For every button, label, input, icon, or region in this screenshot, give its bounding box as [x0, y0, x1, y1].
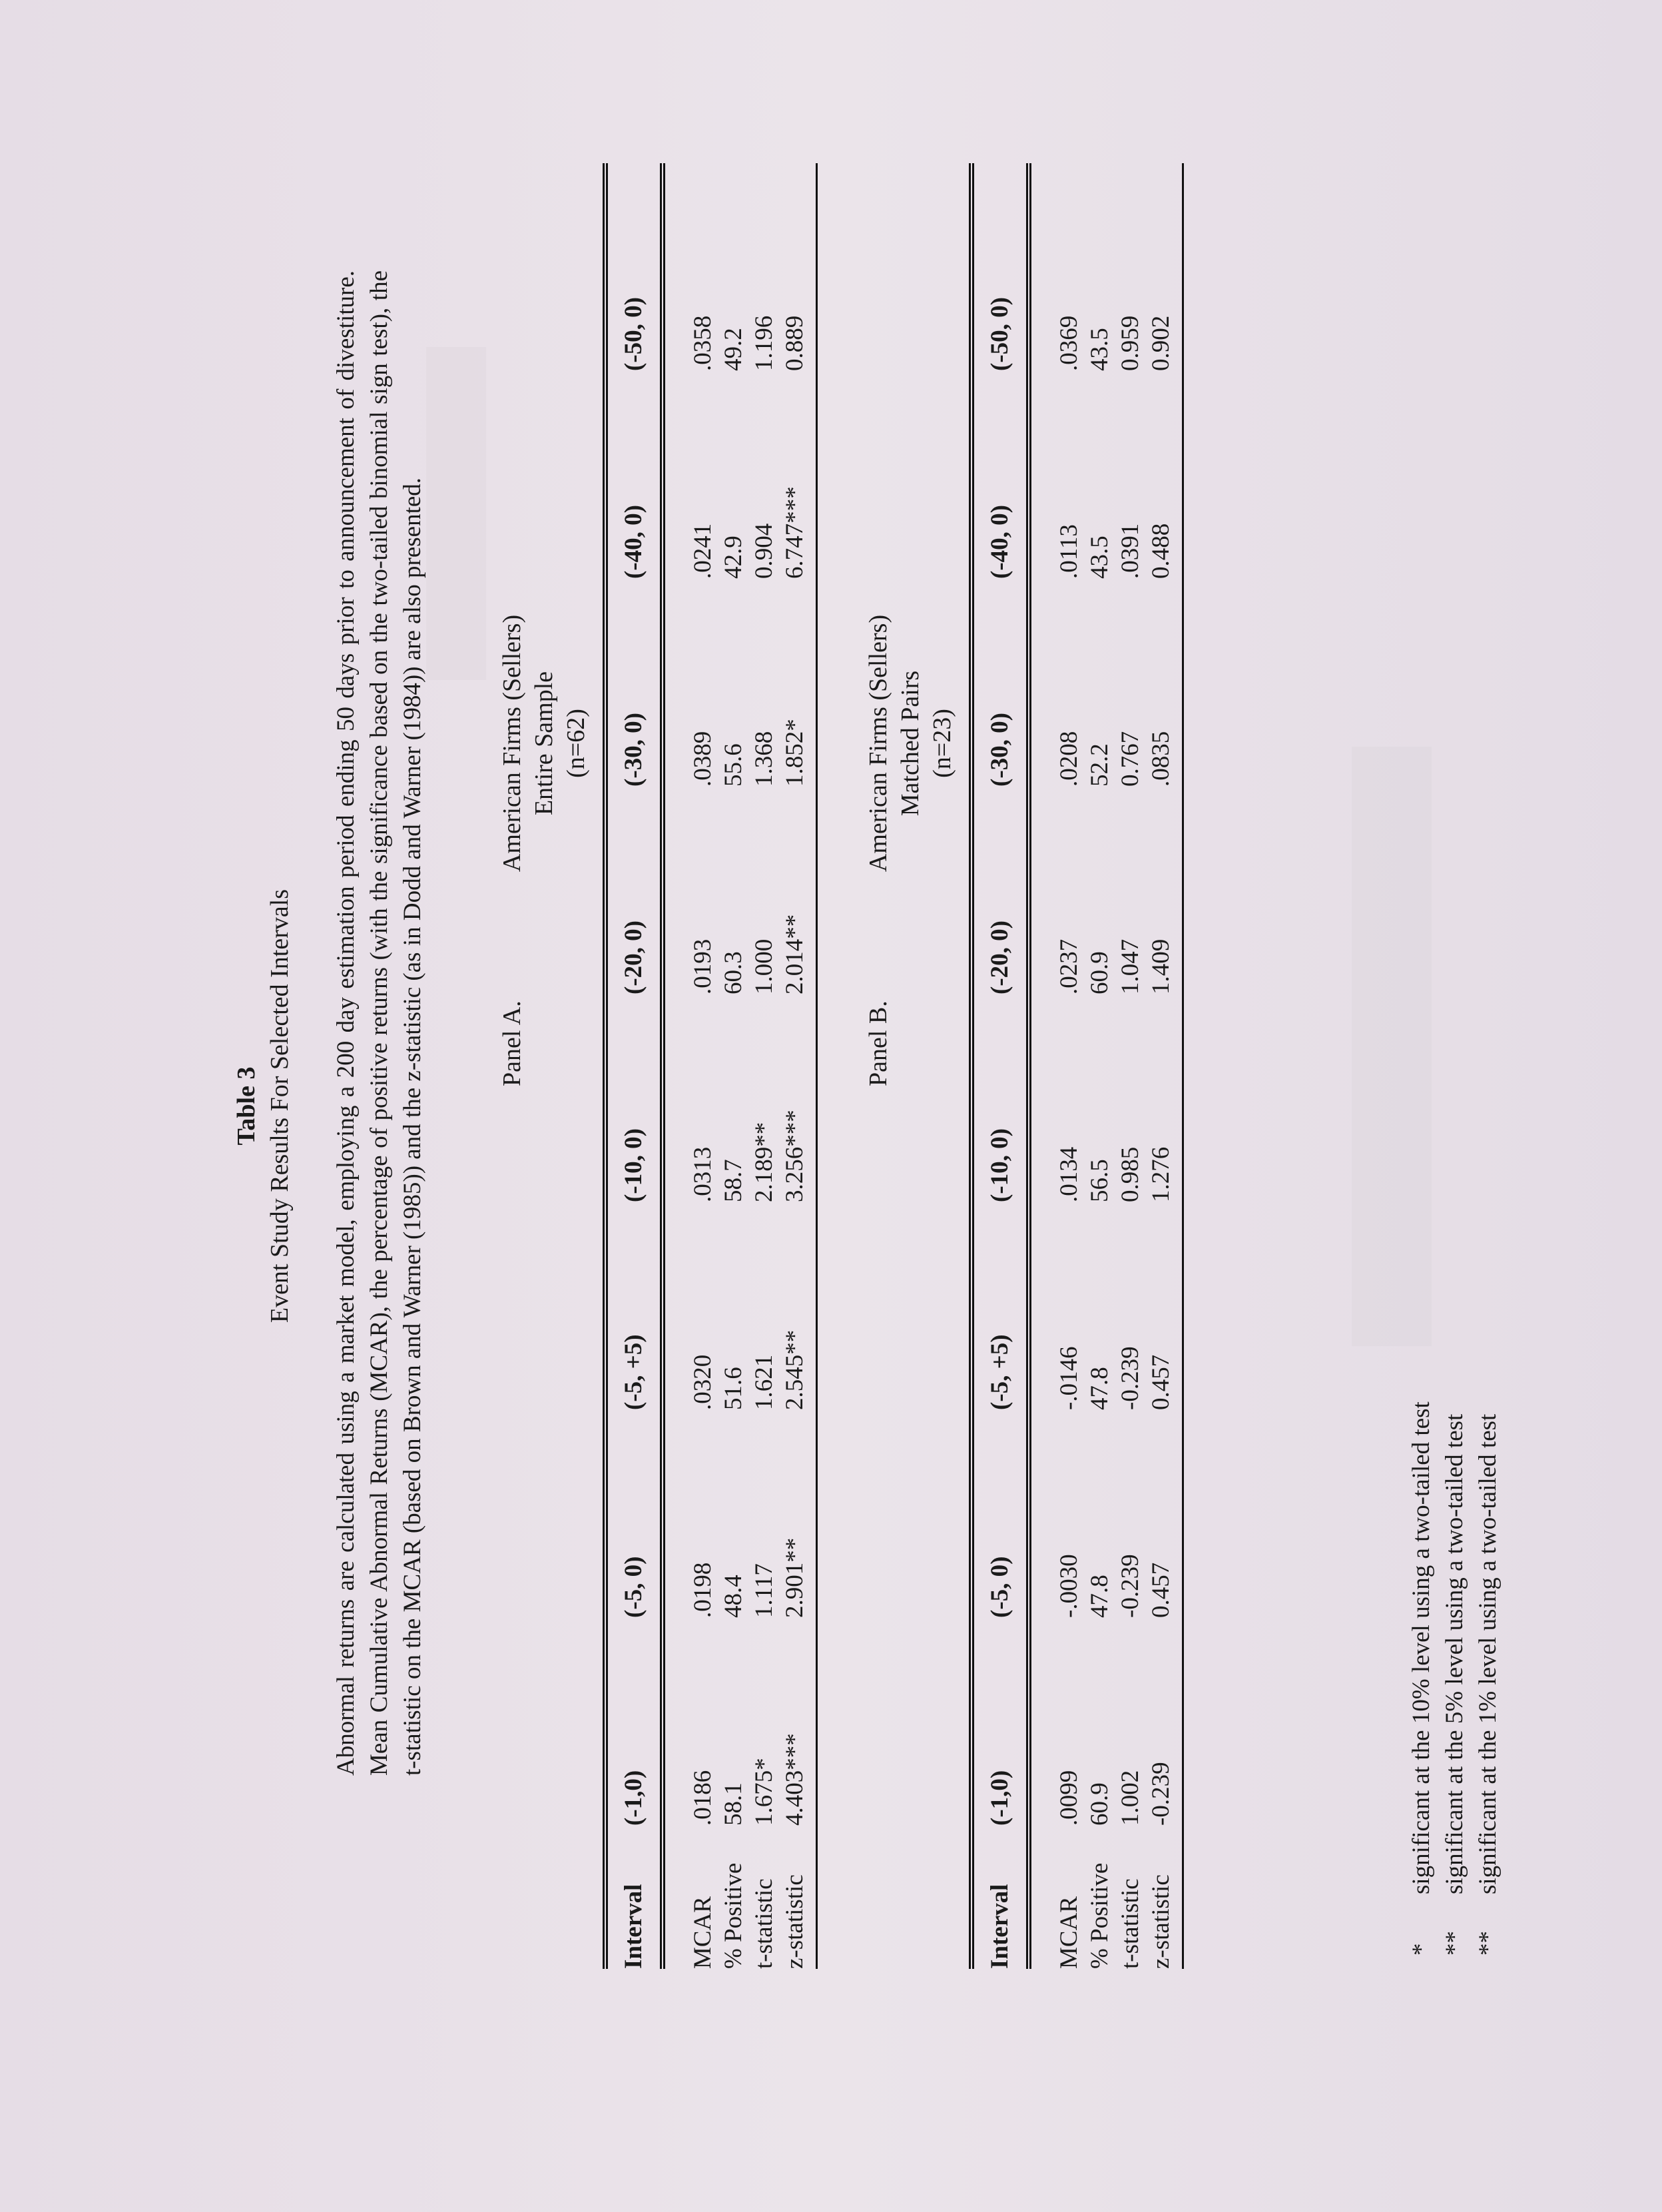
cell: 4.403*** [780, 1618, 817, 1826]
cell: .0241 [689, 523, 716, 579]
cell: .0320 [689, 1354, 716, 1410]
cell: .0358 [689, 315, 716, 371]
header-cell: Interval [605, 1826, 663, 1969]
cell: 0.488 [1146, 371, 1183, 579]
panel-b-label: Panel B. [864, 1000, 892, 1086]
intro-paragraph: Abnormal returns are calculated using a market model, employing a 200 day estimation period ending 50 days prior to announcement of divestiture. Mean Cumulative Abnormal Returns (MCAR), the percentage of positive returns (with the significance based on the two-tailed binomial sign test), the t-statistic on the MCAR (based on Brown and Warner (1985)) and the z-statistic (as in Dodd and Warner (1984)) are also presented. [332, 270, 426, 1776]
cell: 1.852* [780, 579, 817, 787]
cell: .0198 [689, 1562, 716, 1618]
table-header-row [971, 163, 1029, 1969]
cell: 0.457 [1146, 1410, 1183, 1618]
cell: 47.8 [1086, 1575, 1113, 1618]
panel-b-line: Matched Pairs [896, 670, 924, 817]
footnotes [1405, 1401, 1505, 1956]
cell: .0208 [1055, 731, 1083, 787]
header-cell: (-50, 0) [971, 163, 1029, 371]
bleed-through-mark [1352, 747, 1432, 1346]
table-row [1115, 163, 1146, 1969]
table-row [663, 163, 718, 1969]
cell: 43.5 [1086, 328, 1113, 371]
cell: 48.4 [720, 1575, 747, 1618]
footnote-symbol: ** [1441, 1931, 1468, 1956]
cell: 1.000 [750, 938, 778, 994]
header-cell: (-5, 0) [605, 1410, 663, 1618]
cell: 1.409 [1146, 787, 1183, 994]
footnote-symbol: * [1408, 1943, 1435, 1956]
row-label: MCAR [689, 1896, 716, 1969]
table-subtitle: Event Study Results For Selected Intervals [266, 889, 294, 1323]
row-label: % Positive [720, 1862, 747, 1969]
cell: 2.901** [780, 1410, 817, 1618]
cell: .0237 [1055, 938, 1083, 994]
panel-b-heading [862, 480, 958, 1086]
cell: 0.889 [780, 163, 817, 371]
cell: 1.368 [750, 731, 778, 787]
header-cell: (-5, +5) [971, 1202, 1029, 1410]
cell: 42.9 [720, 536, 747, 579]
cell: 0.767 [1117, 731, 1144, 787]
cell: 1.117 [750, 1563, 778, 1618]
footnote [1472, 1401, 1505, 1956]
cell: -.0030 [1055, 1554, 1083, 1618]
panel-b-table [969, 163, 1184, 1969]
cell: 1.047 [1117, 938, 1144, 994]
cell: 2.189** [750, 1122, 778, 1202]
header-cell: (-10, 0) [605, 994, 663, 1202]
cell: 60.9 [1086, 951, 1113, 994]
panel-a-line: (n=62) [562, 709, 590, 778]
header-cell: (-40, 0) [971, 371, 1029, 579]
cell: .0369 [1055, 315, 1083, 371]
row-label: % Positive [1086, 1862, 1113, 1969]
header-cell: (-20, 0) [971, 787, 1029, 994]
cell: -0.239 [1117, 1346, 1144, 1410]
cell: 1.196 [750, 315, 778, 371]
cell: 0.902 [1146, 163, 1183, 371]
cell: 60.9 [1086, 1782, 1113, 1826]
table-row [749, 163, 780, 1969]
table-row [780, 163, 817, 1969]
cell: .0186 [689, 1770, 716, 1826]
cell: .0099 [1055, 1770, 1083, 1826]
cell: 1.675* [750, 1758, 778, 1826]
header-cell: (-20, 0) [605, 787, 663, 994]
row-label: t-statistic [1117, 1878, 1144, 1969]
table-row [1146, 163, 1183, 1969]
table-row [718, 163, 749, 1969]
footnote-text: significant at the 1% level using a two-tailed test [1474, 1413, 1502, 1894]
footnote-symbol: ** [1474, 1931, 1502, 1956]
cell: 43.5 [1086, 536, 1113, 579]
cell: 1.002 [1117, 1770, 1144, 1826]
cell: -0.239 [1146, 1618, 1183, 1826]
panel-a-table [603, 163, 818, 1969]
cell: 47.8 [1086, 1367, 1113, 1410]
cell: 52.2 [1086, 743, 1113, 787]
panel-a-heading [496, 480, 592, 1086]
row-label: MCAR [1055, 1896, 1083, 1969]
cell: 0.904 [750, 523, 778, 579]
cell: 1.621 [750, 1354, 778, 1410]
cell: 2.545** [780, 1202, 817, 1410]
cell: 3.256*** [780, 994, 817, 1202]
cell: -.0146 [1055, 1346, 1083, 1410]
footnote [1438, 1401, 1472, 1956]
cell: 0.457 [1146, 1202, 1183, 1410]
cell: 0.959 [1117, 315, 1144, 371]
header-cell: (-1,0) [971, 1618, 1029, 1826]
panel-b-line: (n=23) [928, 709, 956, 778]
cell: .0134 [1055, 1146, 1083, 1202]
cell: .0391 [1117, 523, 1144, 579]
header-cell: (-5, 0) [971, 1410, 1029, 1618]
cell: .0113 [1055, 524, 1083, 579]
header-cell: (-50, 0) [605, 163, 663, 371]
footnote-text: significant at the 10% level using a two-tailed test [1408, 1401, 1435, 1894]
row-label: z-statistic [1146, 1826, 1183, 1969]
cell: 55.6 [720, 743, 747, 787]
cell: .0389 [689, 731, 716, 787]
header-cell: (-40, 0) [605, 371, 663, 579]
header-cell: Interval [971, 1826, 1029, 1969]
table-header-row [605, 163, 663, 1969]
footnote [1405, 1401, 1438, 1956]
row-label: z-statistic [780, 1826, 817, 1969]
panel-b-line: American Firms (Sellers) [864, 614, 892, 873]
table-row [1085, 163, 1115, 1969]
row-label: t-statistic [750, 1878, 778, 1969]
panel-a-line: American Firms (Sellers) [498, 614, 526, 873]
header-cell: (-10, 0) [971, 994, 1029, 1202]
cell: 49.2 [720, 328, 747, 371]
cell: .0313 [689, 1146, 716, 1202]
cell: 60.3 [720, 951, 747, 994]
cell: .0193 [689, 938, 716, 994]
cell: 58.1 [720, 1782, 747, 1826]
panel-a-label: Panel A. [498, 1000, 526, 1086]
header-cell: (-30, 0) [971, 579, 1029, 787]
cell: 0.985 [1117, 1146, 1144, 1202]
cell: 58.7 [720, 1159, 747, 1202]
cell: -0.239 [1117, 1554, 1144, 1618]
cell: 6.747*** [780, 371, 817, 579]
header-cell: (-5, +5) [605, 1202, 663, 1410]
table-title-block [230, 0, 296, 2212]
table-title: Table 3 [232, 1066, 260, 1146]
cell: 51.6 [720, 1367, 747, 1410]
bleed-through-mark [426, 347, 486, 680]
panel-a-line: Entire Sample [530, 671, 558, 816]
header-cell: (-1,0) [605, 1618, 663, 1826]
header-cell: (-30, 0) [605, 579, 663, 787]
cell: 56.5 [1086, 1159, 1113, 1202]
footnote-text: significant at the 5% level using a two-tailed test [1441, 1413, 1468, 1894]
table-row [1029, 163, 1085, 1969]
cell: 1.276 [1146, 994, 1183, 1202]
cell: 2.014** [780, 787, 817, 994]
cell: .0835 [1146, 579, 1183, 787]
